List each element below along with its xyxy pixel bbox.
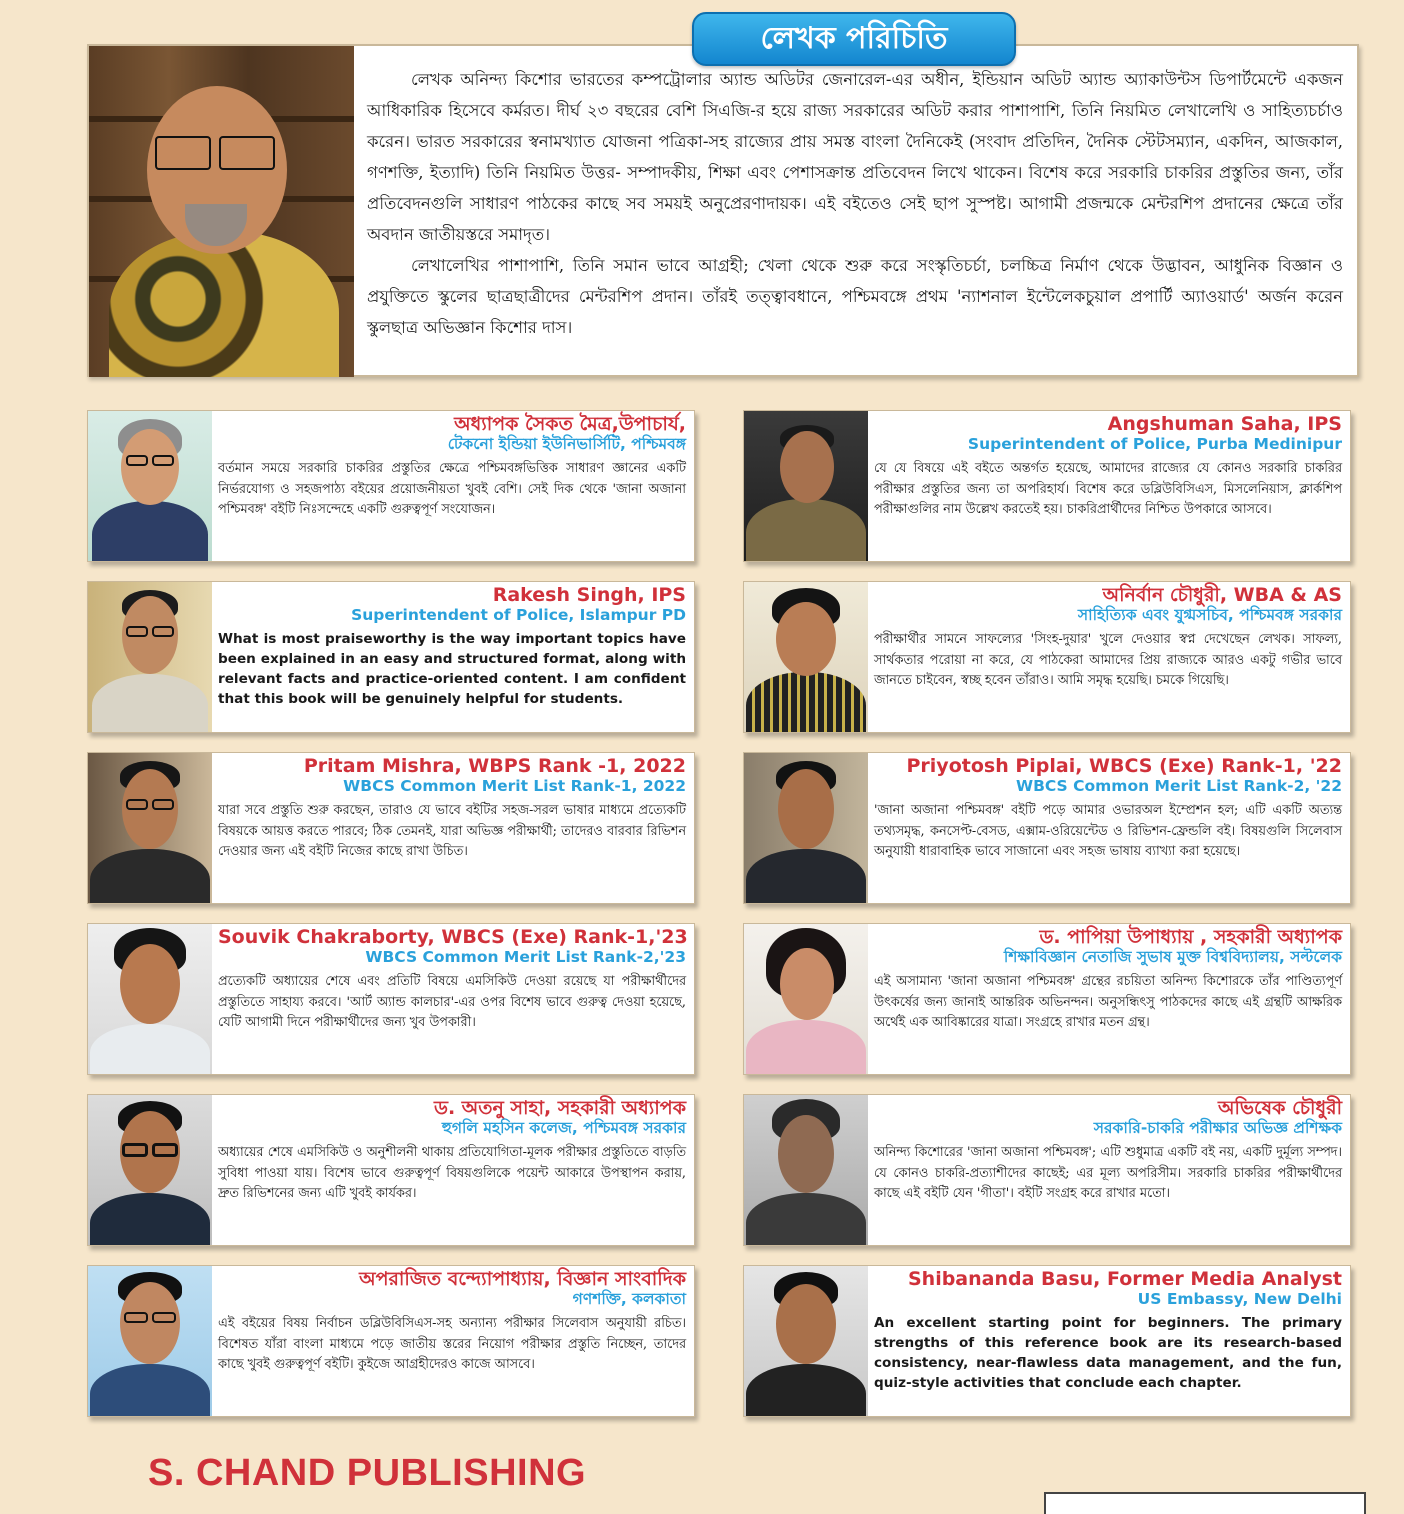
portrait-photo [88, 753, 212, 903]
portrait-photo [744, 753, 868, 903]
testimonial-card [743, 410, 1351, 562]
testimonial-name: অধ্যাপক সৈকত মৈত্র,উপাচার্য, [454, 413, 686, 435]
testimonial-quote: এই অসামান্য 'জানা অজানা পশ্চিমবঙ্গ' গ্রন্থের রচয়িতা অনিন্দ্য কিশোরকে তাঁর পাণ্ডিত্যপূর্ণ উৎকর্ষের জন্য জানাই আন্তরিক অভিনন্দন। অনুসন্ধিৎসু পাঠকদের কাছে এই গ্রন্থটি আক্ষরিক অর্থেই এক আবিষ্কারের যাত্রা। সংগ্রহে রাখার মতন গ্রন্থ। [874, 974, 1342, 1030]
testimonial-quote: 'জানা অজানা পশ্চিমবঙ্গ' বইটি পড়ে আমার ওভারঅল ইম্প্রেশন হল; এটি একটি অত্যন্ত তথ্যসমৃদ্ধ, কনসেপ্ট-বেসড, এক্সাম-ওরিয়েন্টেড ও রিভিশন-ফ্রেন্ডলি বই। বিষয়গুলি সিলেবাস অনুযায়ী ধারাবাহিক ভাবে সাজানো এবং সহজ ভাষায় ব্যাখ্যা করা হয়েছে। [874, 803, 1342, 859]
author-bio [367, 64, 1343, 343]
testimonial-quote: অধ্যায়ের শেষে এমসিকিউ ও অনুশীলনী থাকায় প্রতিযোগিতা-মূলক পরীক্ষার প্রস্তুতিতে বাড়তি সুবিধা পাওয়া যায়। বিশেষ ভাবে গুরুত্বপূর্ণ বিষয়গুলিকে পয়েন্ট আকারে উপস্থাপন করায়, দ্রুত রিভিশনের জন্য এটি খুবই কার্যকর। [218, 1145, 686, 1201]
testimonial-card [743, 1265, 1351, 1417]
portrait-photo [744, 582, 868, 732]
testimonial-name: Priyotosh Piplai, WBCS (Exe) Rank-1, '22 [906, 755, 1342, 777]
testimonial-card [87, 923, 695, 1075]
testimonial-name: ড. পাপিয়া উপাধ্যায় , সহকারী অধ্যাপক [1039, 926, 1342, 948]
footer-frame [1044, 1492, 1366, 1514]
author-bio-paragraph: লেখালেখির পাশাপাশি, তিনি সমান ভাবে আগ্রহী; খেলা থেকে শুরু করে সংস্কৃতিচর্চা, চলচ্চিত্র নির্মাণ থেকে উদ্ভাবন, আধুনিক বিজ্ঞান ও প্রযুক্তিতে স্কুলের ছাত্রছাত্রীদের মেন্টরশিপ প্রদান। তাঁরই তত্ত্বাবধানে, পশ্চিমবঙ্গে প্রথম 'ন্যাশনাল ইন্টেলেকচুয়াল প্রপার্টি অ্যাওয়ার্ড' অর্জন করেন স্কুলছাত্র অভিজ্ঞান কিশোর দাস। [367, 256, 1343, 337]
testimonial-name: অভিষেক চৌধুরী [1218, 1097, 1342, 1119]
testimonial-card [87, 1265, 695, 1417]
testimonial-card [87, 752, 695, 904]
testimonial-role: WBCS Common Merit List Rank-2,'23 [365, 948, 686, 966]
testimonial-role: হুগলি মহসিন কলেজ, পশ্চিমবঙ্গ সরকার [441, 1119, 686, 1137]
testimonial-quote: যে যে বিষয়ে এই বইতে অন্তর্গত হয়েছে, আমাদের রাজ্যের যে কোনও সরকারি চাকরির পরীক্ষার প্রস্তুতির জন্য তা অপরিহার্য। বিশেষ করে ডব্লিউবিসিএস, মিসলেনিয়াস, ক্লার্কশিপ পরীক্ষাগুলির নাম উল্লেখ করতেই হয়। চাকরিপ্রার্থীদের নিশ্চিত উপকারে আসবে। [874, 461, 1342, 517]
testimonial-role: WBCS Common Merit List Rank-2, '22 [1015, 777, 1342, 795]
testimonial-quote: প্রত্যেকটি অধ্যায়ের শেষে এবং প্রতিটি বিষয়ে এমসিকিউ দেওয়া রয়েছে যা পরীক্ষার্থীদের প্রস্তুতিতে সাহায্য করবে। 'আর্ট অ্যান্ড কালচার'-এর ওপর বিশেষ ভাবে গুরুত্ব দেওয়া হয়েছে, যেটি আগামী দিনে পরীক্ষার্থীদের জন্য খুব উপকারী। [218, 974, 686, 1030]
testimonial-card [87, 581, 695, 733]
testimonial-card [87, 410, 695, 562]
testimonial-card [87, 1094, 695, 1246]
testimonial-quote: What is most praiseworthy is the way important topics have been explained in an easy and structured format, along with relevant facts and practice-oriented content. I am confident that this book will be genuinely helpful for students. [218, 631, 686, 707]
portrait-photo [88, 1266, 212, 1416]
portrait-photo [744, 924, 868, 1074]
portrait-photo [88, 582, 212, 732]
testimonial-quote: যারা সবে প্রস্তুতি শুরু করছেন, তারাও যে ভাবে বইটির সহজ-সরল ভাষার মাধ্যমে প্রত্যেকটি বিষয়কে আয়ত্ত করতে পারবে; ঠিক তেমনই, যারা অভিজ্ঞ পরীক্ষার্থী; তাদেরও বারবার রিভিশন দেওয়ার জন্য এই বইটি নিজের কাছে রাখা উচিত। [218, 803, 686, 859]
testimonial-role: গণশক্তি, কলকাতা [572, 1290, 686, 1308]
testimonial-card [743, 1094, 1351, 1246]
testimonial-card [743, 752, 1351, 904]
testimonial-name: Souvik Chakraborty, WBCS (Exe) Rank-1,'23 [218, 926, 688, 948]
publisher-name: S. CHAND PUBLISHING [148, 1452, 587, 1494]
testimonial-role: শিক্ষাবিজ্ঞান নেতাজি সুভাষ মুক্ত বিশ্ববিদ্যালয়, সল্টলেক [1003, 948, 1342, 966]
portrait-photo [744, 1266, 868, 1416]
testimonial-name: Rakesh Singh, IPS [492, 584, 686, 606]
author-bio-paragraph: লেখক অনিন্দ্য কিশোর ভারতের কম্পট্রোলার অ্যান্ড অডিটর জেনারেল-এর অধীন, ইন্ডিয়ান অডিট অ্যান্ড অ্যাকাউন্টস ডিপার্টমেন্টে একজন আধিকারিক হিসেবে কর্মরত। দীর্ঘ ২৩ বছরের বেশি সিএজি-র হয়ে রাজ্য সরকারের অডিট করার পাশাপাশি, তিনি নিয়মিত লেখালেখি ও সাহিত্যচর্চাও করেন। ভারত সরকারের স্বনামখ্যাত যোজনা পত্রিকা-সহ রাজ্যের প্রায় সমস্ত বাংলা দৈনিকেই (সংবাদ প্রতিদিন, দৈনিক স্টেটসম্যান, একদিন, আজকাল, গণশক্তি, ইত্যাদি) তিনি নিয়মিত উত্তর- সম্পাদকীয়, শিক্ষা এবং পেশাসক্রান্ত প্রতিবেদন লিখে থাকেন। বিশেষ করে সরকারি চাকরির প্রস্তুতির জন্য, তাঁর প্রতিবেদনগুলি সাধারণ পাঠকের কাছে সব সময়ই অনুপ্রেরণাদায়ক। এই বইতেও সেই ছাপ সুস্পষ্ট। আগামী প্রজন্মকে মেন্টরশিপ প্রদানের ক্ষেত্রে তাঁর অবদান জাতীয়স্তরে সমাদৃত। [367, 70, 1343, 244]
testimonial-role: US Embassy, New Delhi [1137, 1290, 1342, 1308]
testimonial-quote: এই বইয়ের বিষয় নির্বাচন ডব্লিউবিসিএস-সহ অন্যান্য পরীক্ষার সিলেবাস অনুযায়ী রচিত। বিশেষত যাঁরা বাংলা মাধ্যমে পড়ে জাতীয় স্তরের নিয়োগ পরীক্ষার প্রস্তুতি নিচ্ছেন, তাদের কাছে খুবই গুরুত্বপূর্ণ বইটি। কুইজে আগ্রহীদেরও কাজে আসবে। [218, 1316, 686, 1372]
testimonial-card [743, 923, 1351, 1075]
testimonial-name: Angshuman Saha, IPS [1107, 413, 1342, 435]
author-intro-heading: লেখক পরিচিতি [692, 12, 1016, 66]
testimonial-role: WBCS Common Merit List Rank-1, 2022 [343, 777, 686, 795]
testimonial-quote: পরীক্ষার্থীর সামনে সাফল্যের 'সিংহ-দুয়ার' খুলে দেওয়ার স্বপ্ন দেখেছেন লেখক। সাফল্য, সার্থকতার পরোয়া না করে, যে পাঠকেরা আমাদের প্রিয় রাজ্যকে আরও একটু গভীর ভাবে জানতে চাইবেন, স্বচ্ছ হবেন তাঁরাও। আমি সমৃদ্ধ হয়েছি। চমকে গিয়েছি। [874, 632, 1342, 688]
testimonial-name: অপরাজিত বন্দ্যোপাধ্যায়, বিজ্ঞান সাংবাদিক [359, 1268, 686, 1290]
portrait-photo [88, 1095, 212, 1245]
testimonial-name: ড. অতনু সাহা, সহকারী অধ্যাপক [433, 1097, 686, 1119]
author-photo [89, 46, 354, 377]
portrait-photo [744, 411, 868, 561]
author-intro-panel [87, 44, 1359, 377]
portrait-photo [744, 1095, 868, 1245]
testimonial-quote: বর্তমান সময়ে সরকারি চাকরির প্রস্তুতির ক্ষেত্রে পশ্চিমবঙ্গভিত্তিক সাধারণ জ্ঞানের একটি নির্ভরযোগ্য ও সহজপাঠ্য বইয়ের প্রয়োজনীয়তা খুবই বেশি। সেই দিক থেকে 'জানা অজানা পশ্চিমবঙ্গ' বইটি নিঃসন্দেহে একটি গুরুত্বপূর্ণ সংযোজন। [218, 461, 686, 517]
testimonial-role: সাহিত্যিক এবং যুগ্মসচিব, পশ্চিমবঙ্গ সরকার [1077, 606, 1342, 624]
testimonial-card [743, 581, 1351, 733]
testimonial-name: অনির্বান চৌধুরী, WBA & AS [1102, 584, 1342, 606]
testimonial-role: Superintendent of Police, Islampur PD [351, 606, 686, 624]
testimonial-quote: An excellent starting point for beginners. The primary strengths of this reference book are its research-based consistency, near-flawless data management, and the fun, quiz-style activities that conclude each chapter. [874, 1315, 1342, 1391]
portrait-photo [88, 411, 212, 561]
testimonial-quote: অনিন্দ্য কিশোরের 'জানা অজানা পশ্চিমবঙ্গ'; এটি শুধুমাত্র একটি বই নয়, একটি দুর্মূল্য সম্পদ। যে কোনও চাকরি-প্রত্যাশীদের কাছেই; এর মূল্য অপরিসীম। সরকারি চাকরির পরীক্ষার্থীদের কাছে এই বইটি যেন 'গীতা'। বইটি সংগ্রহ করে রাখার মতো। [874, 1145, 1342, 1201]
testimonial-name: Shibananda Basu, Former Media Analyst [907, 1268, 1342, 1290]
testimonial-role: টেকনো ইন্ডিয়া ইউনিভার্সিটি, পশ্চিমবঙ্গ [447, 435, 686, 453]
portrait-photo [88, 924, 212, 1074]
testimonial-role: Superintendent of Police, Purba Medinipur [967, 435, 1342, 453]
testimonial-role: সরকারি-চাকরি পরীক্ষার অভিজ্ঞ প্রশিক্ষক [1093, 1119, 1342, 1137]
testimonial-name: Pritam Mishra, WBPS Rank -1, 2022 [303, 755, 686, 777]
